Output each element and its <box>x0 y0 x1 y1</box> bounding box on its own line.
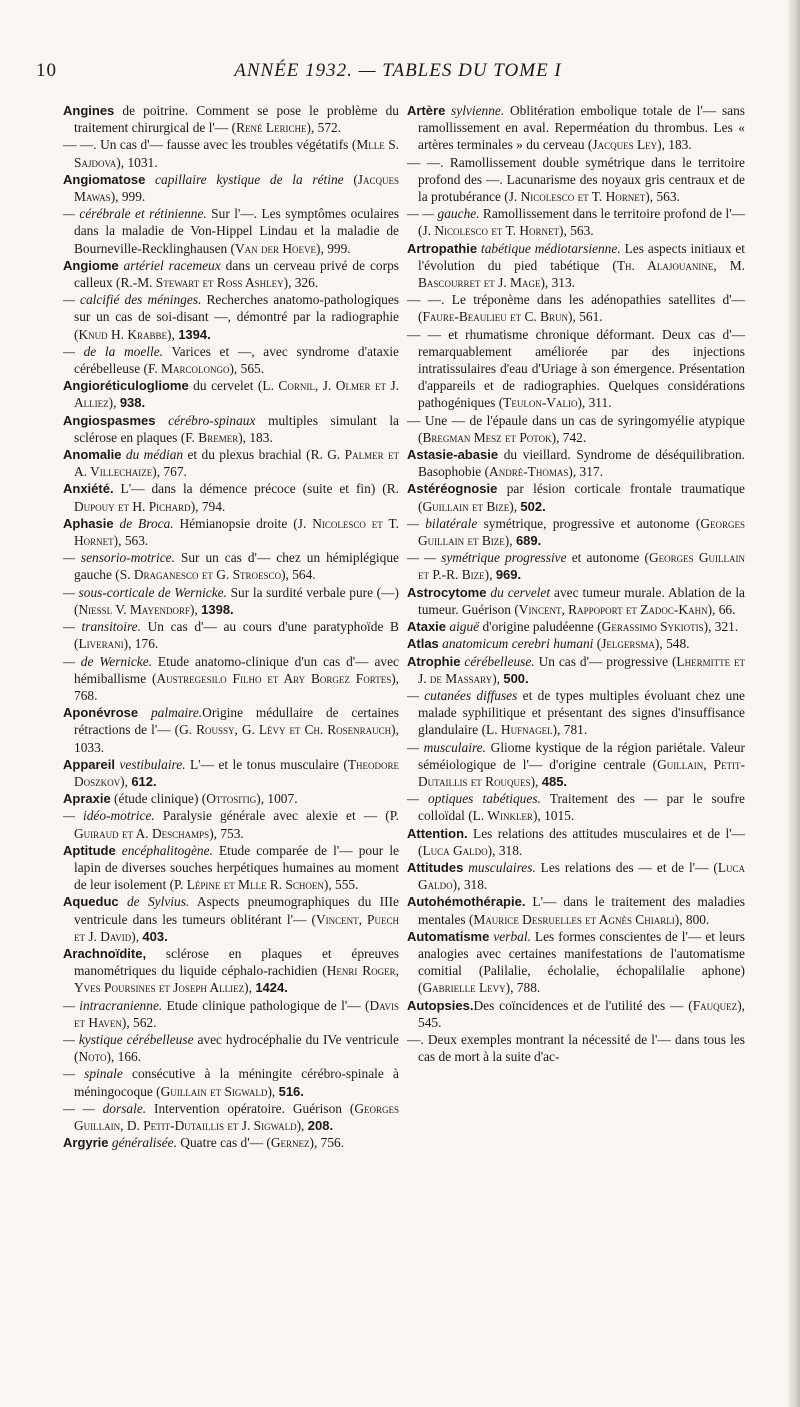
index-subentry: — optiques tabétiques. Traitement des — par le soufre colloïdal (L. Winkler), 1015. <box>407 791 745 824</box>
page-edge-shadow <box>788 0 800 1407</box>
index-subentry: — Une — de l'épaule dans un cas de syringomyélie atypique (Bregman Mesz et Potok), 742. <box>407 412 745 445</box>
index-subentry: — intracranienne. Etude clinique pathologique de l'— (Davis et Haven), 562. <box>63 997 399 1030</box>
running-title: ANNÉE 1932. — TABLES DU TOME I <box>234 60 562 81</box>
index-subentry: — kystique cérébelleuse avec hydrocéphalie du IVe ventricule (Noto), 166. <box>63 1031 400 1065</box>
index-entry: Aptitude encéphalitogène. Etude comparée de l'— pour le lapin de diverses souches herpétiques humaines au moment de leur isolement (P. Lépine et Mlle R. Schoen), 555. <box>63 842 399 893</box>
index-entry: Astrocytome du cervelet avec tumeur murale. Ablation de la tumeur. Guérison (Vincent, Rappoport et Zadoc-Kahn), 66. <box>407 584 745 617</box>
index-subentry: — —. Un cas d'— fausse avec les troubles végétatifs (Mlle S. Sajdova), 1031. <box>63 137 399 170</box>
index-entry: Automatisme verbal. Les formes conscientes de l'— et leurs analogies avec certaines manifestations de l'automatisme comitial (Palilalie, écholalie, échopalilalie aphone) (Gabrielle Levy), 788. <box>407 928 746 996</box>
index-subentry: — de la moelle. Varices et —, avec syndrome d'ataxie cérébelleuse (F. Marcolongo), 565. <box>63 343 400 377</box>
index-entry: Arachnoïdite, sclérose en plaques et épreuves manométriques du liquide céphalo-rachidien (Henri Roger, Yves Poursines et Joseph Alliez), 1424. <box>63 945 399 996</box>
index-entry: Autohémothérapie. L'— dans le traitement des maladies mentales (Maurice Desruelles et Agnès Chiarli), 800. <box>407 894 745 927</box>
index-subentry: — sensorio-motrice. Sur un cas d'— chez un hémiplégique gauche (S. Draganesco et G. Stroesco), 564. <box>63 550 399 583</box>
index-entry: Angines de poitrine. Comment se pose le problème du traitement chirurgical de l'— (René Leriche), 572. <box>63 103 399 136</box>
right-column <box>407 102 745 1065</box>
index-entry: Artropathie tabétique médiotarsienne. Les aspects initiaux et l'évolution du pied tabétique (Th. Alajouanine, M. Bascourret et J. Mage), 313. <box>407 240 746 291</box>
index-entry: Argyrie généralisée. Quatre cas d'— (Gernez), 756. <box>63 1135 345 1151</box>
index-subentry: — — et rhumatisme chronique déformant. Deux cas d'— remarquablement améliorée par des injections intratissulaires d'eau d'Uriage à son émergence. Présentation d'appareils et de radiographies. Quelques considérations pathogéniques (Teulon-Valio), 311. <box>407 326 745 411</box>
index-entry: Ataxie aiguë d'origine paludéenne (Gerassimo Sykiotis), 321. <box>407 619 739 635</box>
page-header <box>36 60 760 90</box>
index-subentry: — de Wernicke. Etude anatomo-clinique d'un cas d'— avec hémiballisme (Austregesilo Filho et Ary Borgez Fortes), 768. <box>63 653 400 703</box>
index-entry: Aponévrose palmaire.Origine médullaire de certaines rétractions de l'— (G. Roussy, G. Lévy et Ch. Rosenrauch), 1033. <box>63 705 399 755</box>
index-entry: Angioréticulogliome du cervelet (L. Cornil, J. Olmer et J. Alliez), 938. <box>63 378 400 411</box>
index-subentry: — sous-corticale de Wernicke. Sur la surdité verbale pure (—) (Niessl V. Mayendorf), 1398. <box>63 584 399 617</box>
index-entry: Angiome artériel racemeux dans un cerveau privé de corps calleux (R.-M. Stewart et Ross Ashley), 326. <box>63 257 399 291</box>
index-entry: Apraxie (étude clinique) (Ottositig), 1007. <box>63 791 298 807</box>
index-subentry: — bilatérale symétrique, progressive et autonome (Georges Guillain et Bize), 689. <box>407 515 745 549</box>
index-subentry: — idéo-motrice. Paralysie générale avec alexie et — (P. Guiraud et A. Deschamps), 753. <box>63 808 399 841</box>
page-number: 10 <box>36 60 57 81</box>
index-subentry: — transitoire. Un cas d'— au cours d'une paratyphoïde B (Liverani), 176. <box>63 619 399 652</box>
index-entry: Attention. Les relations des attitudes musculaires et de l'— (Luca Galdo), 318. <box>407 825 745 858</box>
index-subentry: — — symétrique progressive et autonome (Georges Guillain et P.-R. Bize), 969. <box>407 550 745 583</box>
index-entry: Artère sylvienne. Oblitération embolique totale de l'— sans ramollissement en aval. Reperméation du thrombus. Les « artères terminales » du cerveau (Jacques Ley), 183. <box>407 103 746 153</box>
index-entry: Angiomatose capillaire kystique de la rétine (Jacques Mawas), 999. <box>63 171 399 205</box>
index-subentry: — calcifié des méninges. Recherches anatomo-pathologiques sur un cas de soi-disant —, démontré par la radiographie (Knud H. Krabbe), 1394. <box>63 292 399 342</box>
index-entry: Attitudes musculaires. Les relations des — et de l'— (Luca Galdo), 318. <box>407 859 745 893</box>
index-entry: Aphasie de Broca. Hémianopsie droite (J. Nicolesco et T. Hornet), 563. <box>63 515 399 549</box>
index-entry: Anxiété. L'— dans la démence précoce (suite et fin) (R. Dupouy et H. Pichard), 794. <box>63 481 399 514</box>
index-subentry: — — gauche. Ramollissement dans le territoire profond de l'— (J. Nicolesco et T. Hornet), 563. <box>407 206 745 239</box>
index-entry: Autopsies.Des coïncidences et de l'utilité des — (Fauquez), 545. <box>407 997 745 1030</box>
index-subentry: — musculaire. Gliome kystique de la région pariétale. Valeur séméiologique de l'— d'origine centrale (Guillain, Petit-Dutaillis et Rouques), 485. <box>407 739 745 789</box>
index-subentry: — cutanées diffuses et de types multiples évoluant chez une malade syphilitique et présentant des signes d'insuffisance glandulaire (L. Hufnagel), 781. <box>407 687 745 738</box>
index-subentry: —. Deux exemples montrant la nécessité de l'— dans tous les cas de mort à la suite d'ac- <box>407 1031 745 1065</box>
index-subentry: — —. Ramollissement double symétrique dans le territoire profond des —. Lacunarisme des noyaux gris centraux et de la protubérance (J. Nicolesco et T. Hornet), 563. <box>407 154 745 205</box>
index-entry: Astasie-abasie du vieillard. Syndrome de déséquilibration. Basophobie (André-Thomas), 317. <box>407 447 745 480</box>
index-entry: Angiospasmes cérébro-spinaux multiples simulant la sclérose en plaques (F. Bremer), 183. <box>63 412 400 445</box>
index-entry: Anomalie du médian et du plexus brachial (R. G. Palmer et A. Villechaize), 767. <box>63 447 399 480</box>
index-subentry: — spinale consécutive à la méningite cérébro-spinale à méningocoque (Guillain et Sigwald), 516. <box>63 1066 399 1099</box>
index-entry: Appareil vestibulaire. L'— et le tonus musculaire (Theodore Doszkov), 612. <box>63 756 399 789</box>
index-subentry: — cérébrale et rétinienne. Sur l'—. Les symptômes oculaires dans la maladie de Von-Hippel Lindau et la maladie de Bourneville-Recklinghausen (Van der Hoeve), 999. <box>63 206 399 256</box>
index-entry: Aqueduc de Sylvius. Aspects pneumographiques du IIIe ventricule dans les tumeurs oblitérant l'— (Vincent, Puech et J. David), 403. <box>63 894 400 944</box>
index-entry: Astéréognosie par lésion corticale frontale traumatique (Guillain et Bize), 502. <box>407 481 745 514</box>
left-column <box>63 102 399 1151</box>
index-subentry: — —. Le tréponème dans les adénopathies satellites d'— (Faure-Beaulieu et C. Brun), 561. <box>407 292 745 325</box>
index-entry: Atrophie cérébelleuse. Un cas d'— progressive (Lhermitte et J. de Massary), 500. <box>407 653 746 686</box>
index-entry: Atlas anatomicum cerebri humani (Jelgersma), 548. <box>407 636 690 652</box>
index-subentry: — — dorsale. Intervention opératoire. Guérison (Georges Guillain, D. Petit-Dutaillis et J. Sigwald), 208. <box>63 1100 399 1133</box>
